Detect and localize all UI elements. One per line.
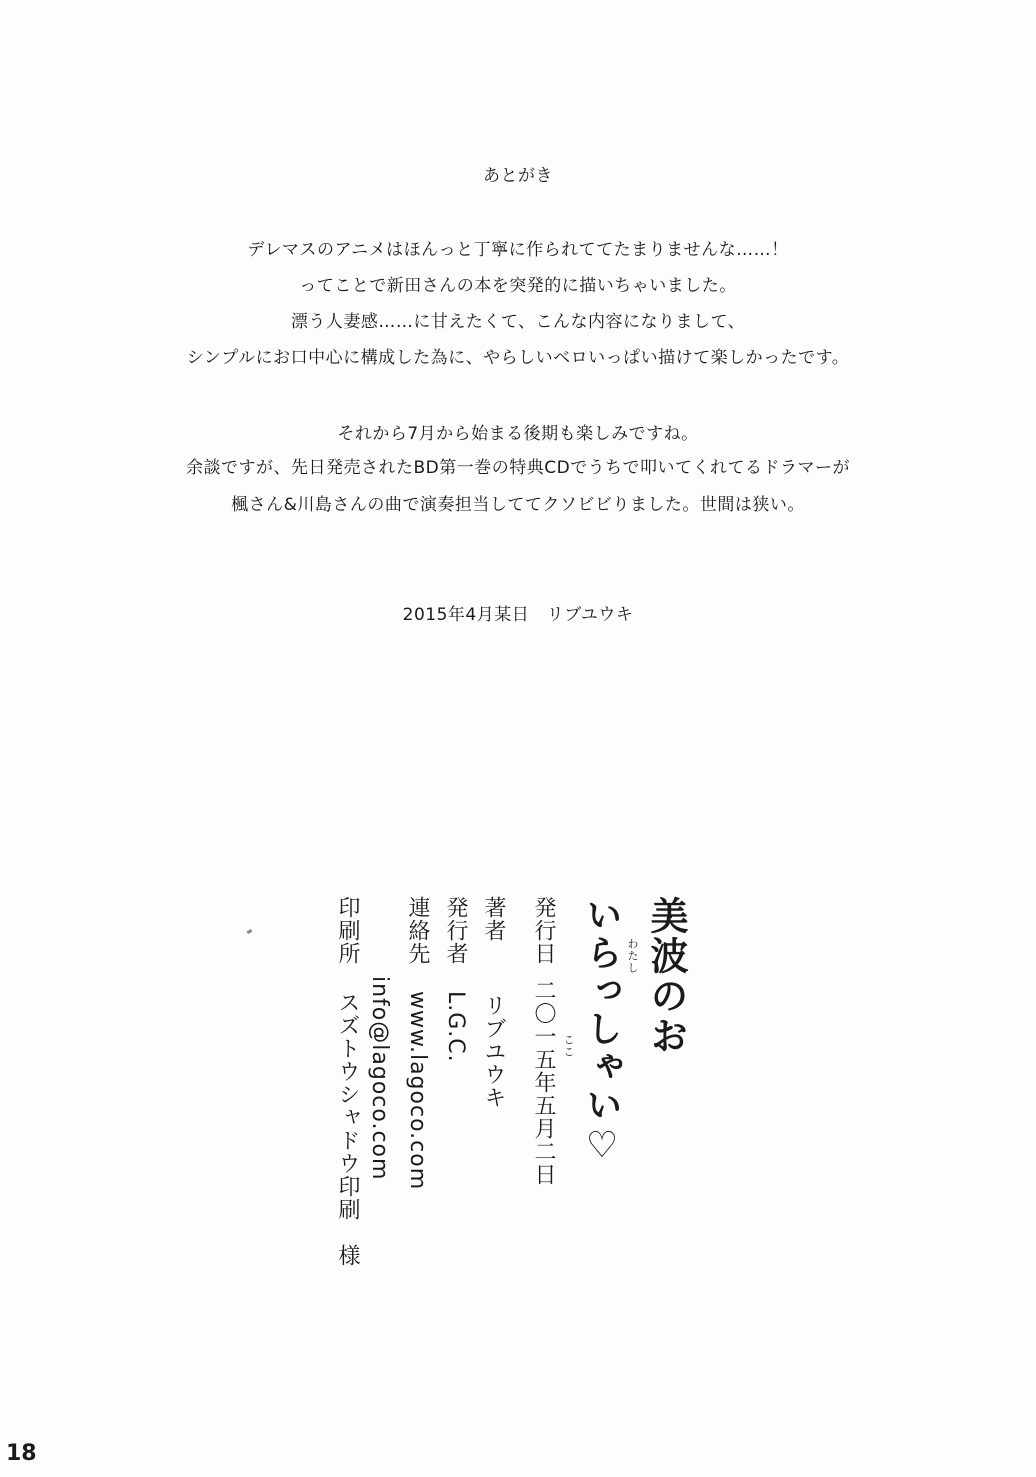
title-text-2: いらっしゃい♡ [581,896,623,1168]
book-title-line-2 [582,896,622,1168]
printer-row [334,896,360,1267]
colophon-entry [480,896,506,1109]
colophon-entry [404,896,430,1190]
author-row [480,896,506,1109]
contact-label: 連絡先 [405,896,430,965]
contact-row [404,896,430,1190]
afterword-line: 漂う人妻感……に甘えたくて、こんな内容になりまして、 [290,312,746,332]
publish-date-value: 二〇一五年五月二日 [531,979,556,1186]
colophon [322,896,689,1276]
afterword-line: ってことで新田さんの本を突発的に描いちゃいました。 [299,276,737,296]
printer-label: 印刷所 [335,896,360,965]
afterword-line: 余談ですが、先日発売されたBD第一巻の特典CDでうちで叩いてくれてるドラマーが [185,458,851,478]
publish-date-label: 発行日 [531,896,556,965]
contact-email-row [366,976,392,1180]
colophon-entry [334,896,360,1267]
afterword-signature: 2015年4月某日 リブユウキ [402,605,634,625]
book-title-line-1 [644,896,689,1056]
publisher-label: 発行者 [443,896,468,965]
colophon-entry [366,896,392,1180]
printer-value: スズトウシャドウ印刷 様 [335,991,360,1267]
stray-mark [247,929,253,934]
title-text-1: 美波のお [644,896,689,1056]
contact-email: info@lagoco.com [367,976,392,1181]
colophon-entry [530,896,556,1186]
afterword-heading: あとがき [483,166,553,186]
publisher-value: L.G.C. [443,991,468,1063]
author-label: 著者 [481,896,506,942]
afterword-line: それから7月から始まる後期も楽しみですね。 [337,424,699,444]
contact-website: www.lagoco.com [405,991,430,1191]
afterword-line: 楓さん&川島さんの曲で演奏担当しててクソビビりました。世間は狭い。 [231,495,805,515]
colophon-entry [442,896,468,1063]
title-ruby-2: ここ [562,1034,575,1058]
publisher-row [442,896,468,1063]
afterword-line: シンプルにお口中心に構成した為に、やらしいベロいっぱい描けて楽しかったです。 [186,348,850,368]
publish-date-row [530,896,556,1186]
title-ruby-1: わたし [626,938,639,974]
afterword-line: デレマスのアニメはほんっと丁寧に作られててたまりませんな……！ [247,240,789,260]
page-number: 18 [6,1441,37,1466]
author-value: リブユウキ [481,994,506,1109]
